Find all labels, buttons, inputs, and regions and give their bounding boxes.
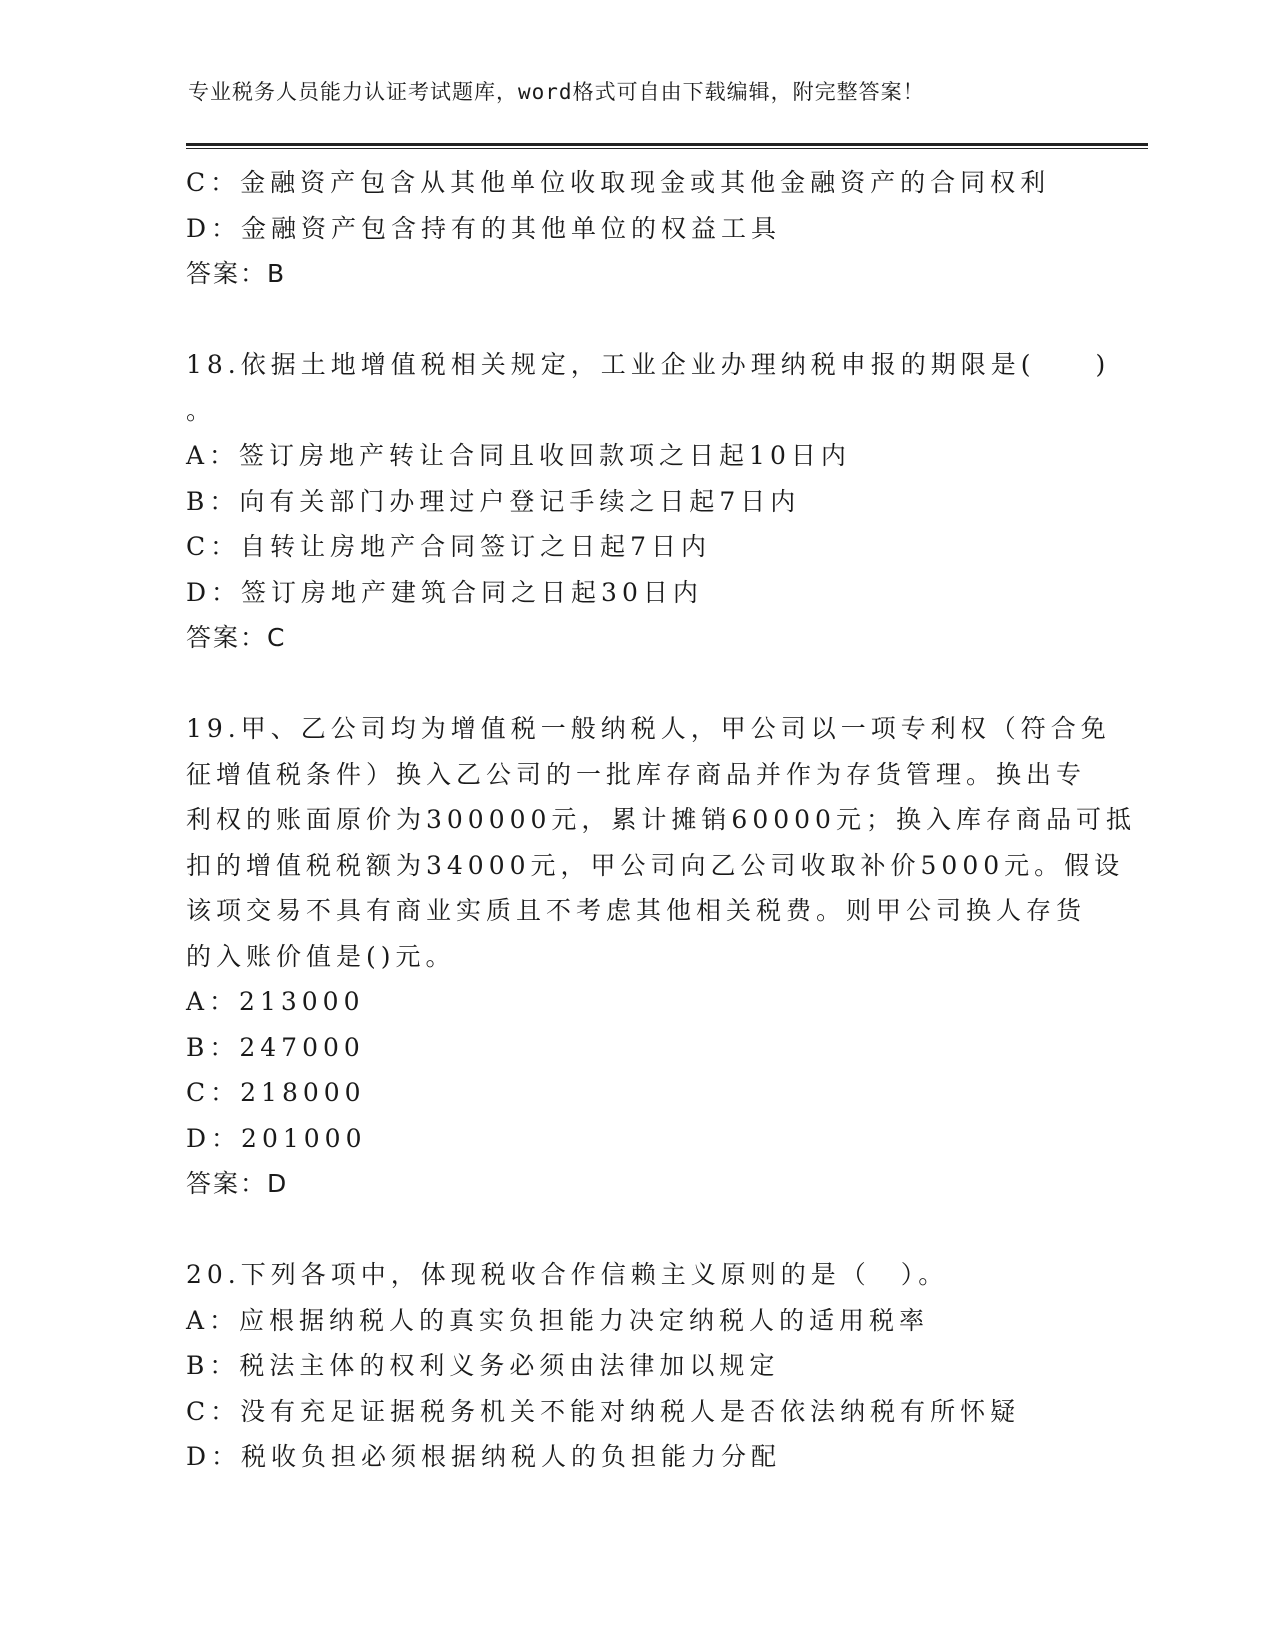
option-c: C：金融资产包含从其他单位收取现金或其他金融资产的合同权利 bbox=[186, 168, 1051, 197]
option-a: A：213000 bbox=[186, 987, 365, 1016]
question-stem-line: 扣的增值税税额为34000元，甲公司向乙公司收取补价5000元。假设 bbox=[186, 850, 1125, 880]
question-stem-line: 19.甲、乙公司均为增值税一般纳税人，甲公司以一项专利权（符合免 bbox=[186, 714, 1111, 743]
question-19 bbox=[186, 706, 1136, 1207]
question-stem-line: 征增值税条件）换入乙公司的一批库存商品并作为存货管理。换出专 bbox=[186, 759, 1087, 789]
option-d: D：金融资产包含持有的其他单位的权益工具 bbox=[186, 213, 782, 243]
option-d: D：201000 bbox=[186, 1123, 367, 1153]
document-body bbox=[186, 160, 1136, 1480]
option-b: B：247000 bbox=[186, 1032, 365, 1062]
question-18 bbox=[186, 342, 1111, 661]
question-17-tail bbox=[186, 160, 1066, 297]
question-stem-line: 。 bbox=[186, 395, 217, 425]
spacer bbox=[186, 297, 1066, 343]
spacer bbox=[186, 661, 1066, 707]
option-b: B：向有关部门办理过户登记手续之日起7日内 bbox=[186, 486, 801, 516]
option-a: A：签订房地产转让合同且收回款项之日起10日内 bbox=[186, 441, 851, 470]
answer-line: 答案：D bbox=[186, 1169, 289, 1198]
question-stem-line: 该项交易不具有商业实质且不考虑其他相关税费。则甲公司换人存货 bbox=[186, 896, 1087, 925]
option-a: A：应根据纳税人的真实负担能力决定纳税人的适用税率 bbox=[186, 1305, 930, 1335]
option-b: B：税法主体的权利义务必须由法律加以规定 bbox=[186, 1351, 780, 1380]
option-d: D：签订房地产建筑合同之日起30日内 bbox=[186, 577, 703, 607]
question-20 bbox=[186, 1252, 1066, 1480]
page-header: 专业税务人员能力认证考试题库，word格式可自由下载编辑，附完整答案！ bbox=[188, 80, 925, 104]
spacer bbox=[186, 1207, 1066, 1253]
option-c: C：218000 bbox=[186, 1078, 366, 1107]
option-d: D：税收负担必须根据纳税人的负担能力分配 bbox=[186, 1442, 782, 1471]
question-stem-line: 的入账价值是()元。 bbox=[186, 941, 456, 971]
question-stem-line: 18.依据土地增值税相关规定，工业企业办理纳税申报的期限是( ) bbox=[186, 350, 1111, 379]
answer-line: 答案：C bbox=[186, 623, 287, 652]
option-c: C：自转让房地产合同签订之日起7日内 bbox=[186, 532, 712, 561]
question-stem-line: 利权的账面原价为300000元，累计摊销60000元；换入库存商品可抵 bbox=[186, 805, 1136, 834]
answer-line: 答案：B bbox=[186, 259, 287, 288]
question-stem-line: 20.下列各项中，体现税收合作信赖主义原则的是（ ）。 bbox=[186, 1260, 949, 1289]
header-divider bbox=[186, 143, 1148, 149]
option-c: C：没有充足证据税务机关不能对纳税人是否依法纳税有所怀疑 bbox=[186, 1396, 1021, 1426]
